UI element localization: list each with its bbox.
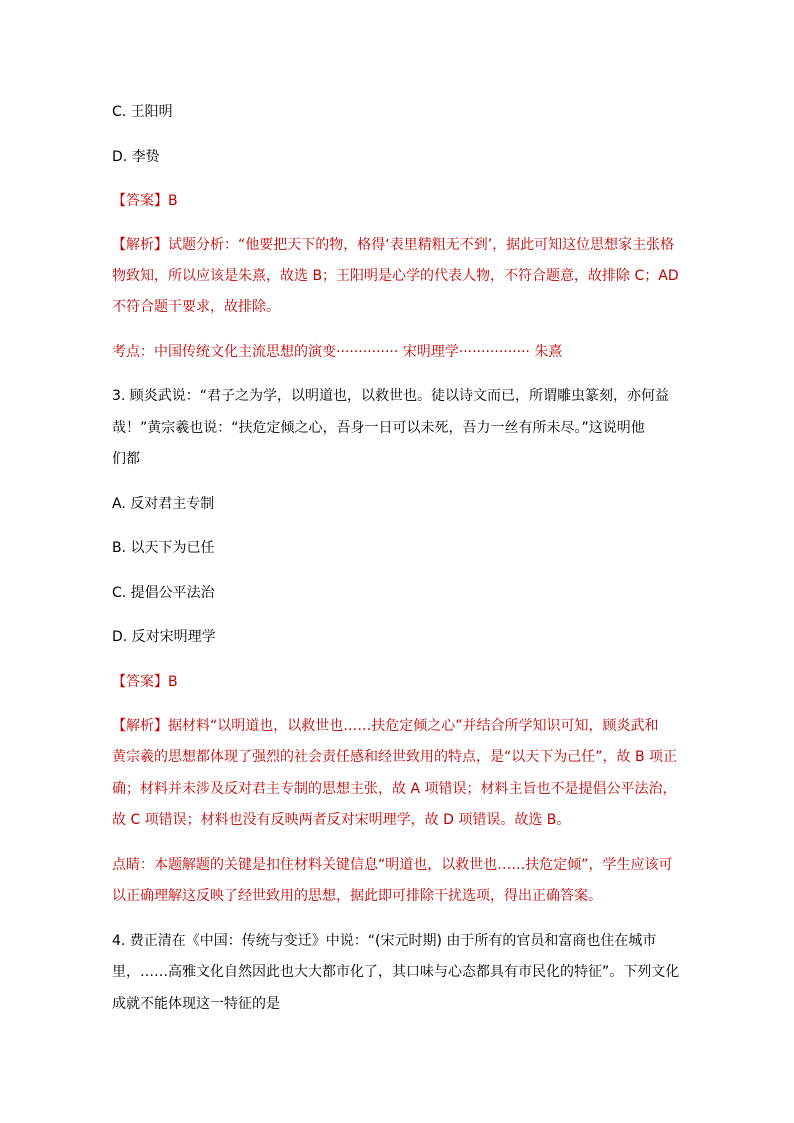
q2-kaodian: 考点：中国传统文化主流思想的演变·············· 宋明理学················ 朱熹 [112, 344, 563, 360]
q2-analysis-line: 物致知，所以应该是朱熹，故选 B；王阳明是心学的代表人物，不符合题意，故排除 C；AD [112, 268, 679, 284]
q2-analysis-line: 【解析】试题分析：“他要把天下的物，格得‘表里精粗无不到’，据此可知这位思想家主张格 [112, 237, 675, 253]
q3-stem-line: 哉！”黄宗羲也说：“扶危定倾之心，吾身一日可以未死，吾力一丝有所未尽。”这说明他 [112, 420, 645, 436]
q3-analysis-line: 【解析】据材料“以明道也，以救世也……扶危定倾之心”并结合所学知识可知，顾炎武和 [112, 718, 659, 734]
q3-analysis-line: 确；材料并未涉及反对君主专制的思想主张，故 A 项错误；材料主旨也不是提倡公平法治， [112, 781, 677, 797]
q4-stem-line: 成就不能体现这一特征的是 [112, 996, 280, 1012]
q3-option-d: D. 反对宋明理学 [112, 629, 216, 645]
q3-analysis-line: 故 C 项错误；材料也没有反映两者反对宋明理学，故 D 项错误。故选 B。 [112, 812, 571, 828]
q3-dianjing-line: 点睛：本题解题的关键是扣住材料关键信息“明道也，以救世也……扶危定倾”，学生应该可 [112, 857, 673, 873]
q3-stem-line: 3. 顾炎武说：“君子之为学，以明道也，以救世也。徒以诗文而已，所谓雕虫篆刻，亦何益 [112, 388, 670, 404]
q3-option-b: B. 以天下为已任 [112, 540, 215, 556]
q3-answer: 【答案】B [112, 674, 178, 690]
q2-option-d: D. 李贽 [112, 149, 160, 165]
q3-dianjing-line: 以正确理解这反映了经世致用的思想，据此即可排除干扰选项，得出正确答案。 [112, 888, 602, 904]
q4-stem-line: 里，……高雅文化自然因此也大大都市化了，其口味与心态都具有市民化的特征”。下列文化 [112, 964, 680, 980]
q2-answer: 【答案】B [112, 193, 178, 209]
q3-analysis-line: 黄宗羲的思想都体现了强烈的社会责任感和经世致用的特点，是“以天下为己任”，故 B 项正 [112, 749, 678, 765]
q2-analysis-line: 不符合题干要求，故排除。 [112, 299, 280, 315]
q4-stem-line: 4. 费正清在《中国：传统与变迁》中说：“(宋元时期) 由于所有的官员和富商也住在城市 [112, 933, 657, 949]
q3-option-a: A. 反对君主专制 [112, 496, 215, 512]
q2-option-c: C. 王阳明 [112, 104, 173, 120]
q3-stem-line: 们都 [112, 451, 140, 467]
q3-option-c: C. 提倡公平法治 [112, 585, 215, 601]
